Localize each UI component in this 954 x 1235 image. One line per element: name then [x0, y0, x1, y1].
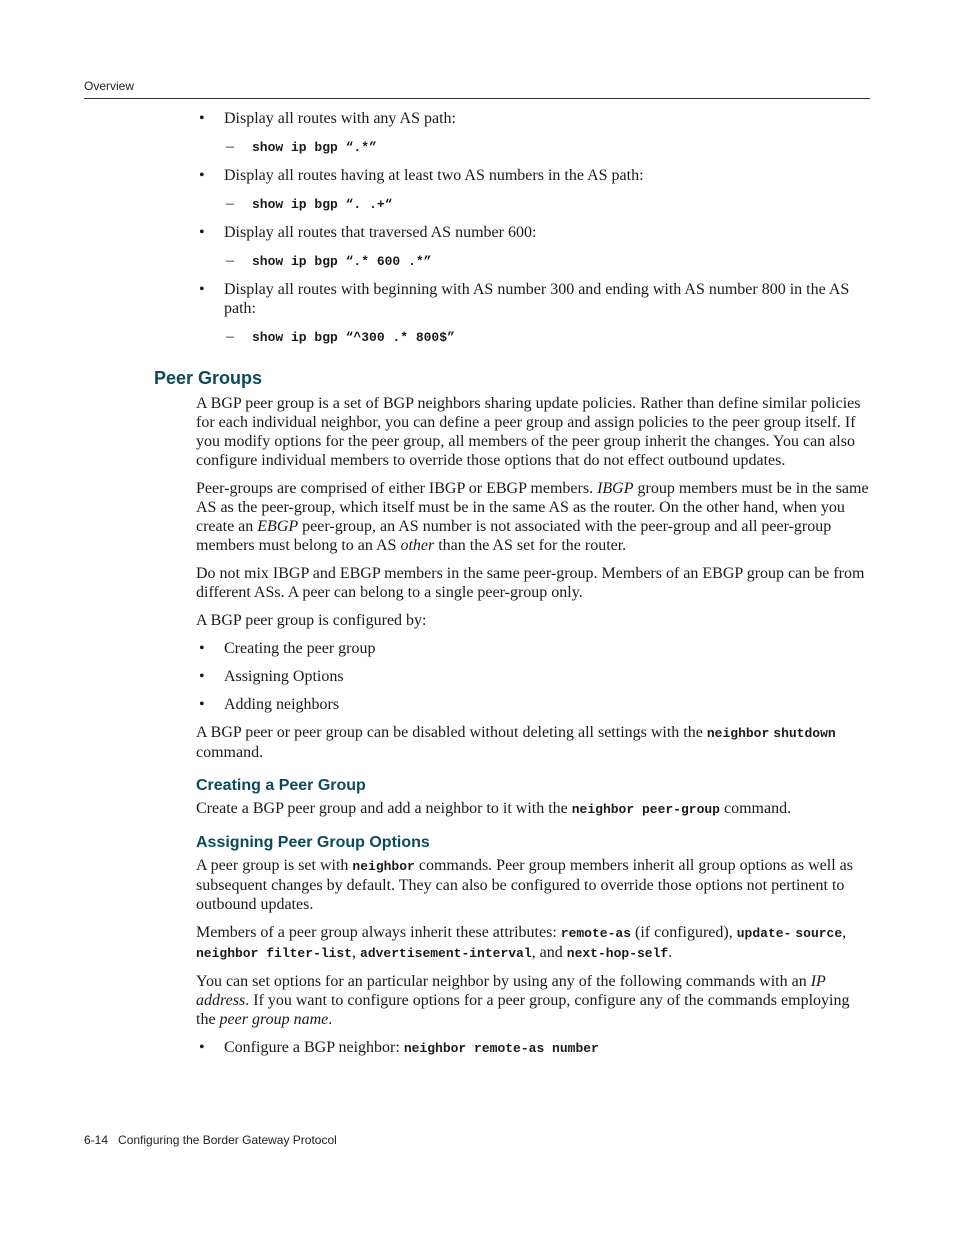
example-command: show ip bgp “.*” — [252, 140, 377, 155]
example-command: show ip bgp “.* 600 .*” — [252, 254, 432, 269]
chapter-title: Configuring the Border Gateway Protocol — [118, 1133, 337, 1147]
inline-code: neighbor — [352, 859, 415, 874]
example-command-line — [196, 251, 870, 271]
paragraph — [196, 856, 870, 914]
emphasis: peer group name — [219, 1011, 329, 1028]
inline-code: remote-as — [560, 926, 631, 941]
paragraph — [196, 799, 870, 819]
text-run: . — [668, 944, 673, 961]
text-run: (if configured), — [631, 924, 737, 941]
text-run: Members of a peer group always inherit these attributes: — [196, 924, 561, 941]
inline-code: update- — [736, 926, 792, 941]
example-command-line — [196, 327, 870, 347]
text-run: . If you want to configure options for a peer group, configure any of the commands employing the — [196, 992, 850, 1028]
text-run: . — [328, 1011, 333, 1028]
text-run: than the AS set for the router. — [434, 537, 627, 554]
example-text: Display all routes with beginning with AS number 300 and ending with AS number 800 in the AS path: — [224, 281, 850, 317]
text-run: commands. Peer group members inherit all group options as well as subsequent changes by default. They can also be configured to override those options not pertinent to outbound updates. — [196, 857, 853, 913]
inline-code: shutdown — [773, 726, 836, 741]
text-run: command. — [196, 744, 264, 761]
text-run: You can set options for an particular neighbor by using any of the following commands with an — [196, 973, 811, 990]
text-run: Configure a BGP neighbor: — [224, 1039, 404, 1056]
text-run: group members must be in the same AS as the peer-group, which itself must be in the same AS as the router. On the other hand, when you create an — [196, 480, 869, 535]
example-command-line — [196, 137, 870, 157]
example-bullet — [196, 166, 870, 185]
example-bullet — [196, 109, 870, 128]
paragraph — [196, 479, 870, 555]
list-item: • Creating the peer group — [196, 639, 870, 658]
list-item: • Adding neighbors — [196, 695, 870, 714]
emphasis: EBGP — [257, 518, 299, 535]
inline-code: source — [795, 926, 843, 941]
text-run: , — [842, 924, 847, 941]
text-run: A BGP peer or peer group can be disabled without deleting all settings with the — [196, 724, 707, 741]
emphasis: other — [400, 537, 435, 554]
page-content — [154, 106, 870, 1058]
inline-code: advertisement-interval — [360, 946, 532, 961]
emphasis: IP address — [196, 973, 826, 1009]
list-item: • Assigning Options — [196, 667, 870, 686]
paragraph — [196, 972, 870, 1029]
example-command: show ip bgp “^300 .* 800$” — [252, 330, 455, 345]
text-run: , — [352, 944, 361, 961]
running-header: Overview — [84, 79, 135, 93]
text-run: , and — [531, 944, 567, 961]
paragraph — [196, 923, 870, 963]
page-number: 6-14 — [84, 1133, 109, 1147]
section-heading-peer-groups: Peer Groups — [154, 368, 263, 388]
inline-code: neighbor peer-group — [571, 802, 720, 817]
example-command-line — [196, 194, 870, 214]
example-command: show ip bgp “. .+“ — [252, 197, 393, 212]
text-run: Peer-groups are comprised of either IBGP or EBGP members. — [196, 480, 598, 497]
example-text: Display all routes having at least two AS numbers in the AS path: — [224, 167, 644, 184]
inline-code: next-hop-self — [566, 946, 669, 961]
subsection-heading-assigning: Assigning Peer Group Options — [196, 834, 430, 851]
page-footer — [84, 1133, 337, 1147]
example-bullet — [196, 223, 870, 242]
inline-code: neighbor filter-list — [196, 946, 353, 961]
inline-code: neighbor remote-as number — [403, 1041, 599, 1056]
inline-code: neighbor — [706, 726, 770, 741]
paragraph: A BGP peer group is configured by: — [196, 612, 427, 629]
example-text: Display all routes with any AS path: — [224, 110, 456, 127]
list-item — [196, 1038, 870, 1058]
text-run: Create a BGP peer group and add a neighbor to it with the — [196, 800, 572, 817]
example-bullet — [196, 280, 870, 318]
text-run: command. — [719, 800, 792, 817]
paragraph: Do not mix IBGP and EBGP members in the same peer-group. Members of an EBGP group can be from different ASs. A peer can belong to a single peer-group only. — [196, 565, 865, 601]
paragraph — [196, 723, 870, 762]
emphasis: IBGP — [597, 480, 634, 497]
subsection-heading-creating: Creating a Peer Group — [196, 777, 366, 794]
header-rule — [84, 98, 870, 99]
text-run: peer-group, an AS number is not associated with the peer-group and all peer-group members must belong to an AS — [196, 518, 832, 554]
paragraph: A BGP peer group is a set of BGP neighbors sharing update policies. Rather than define similar policies for each individual neighbor, you can define a peer group and assign policies to the peer group itself. If you modify options for the peer group, all members of the peer group inherit the changes. You can also configure individual members to override those options that do not effect outbound updates. — [196, 395, 861, 469]
text-run: A peer group is set with — [196, 857, 353, 874]
example-text: Display all routes that traversed AS number 600: — [224, 224, 537, 241]
